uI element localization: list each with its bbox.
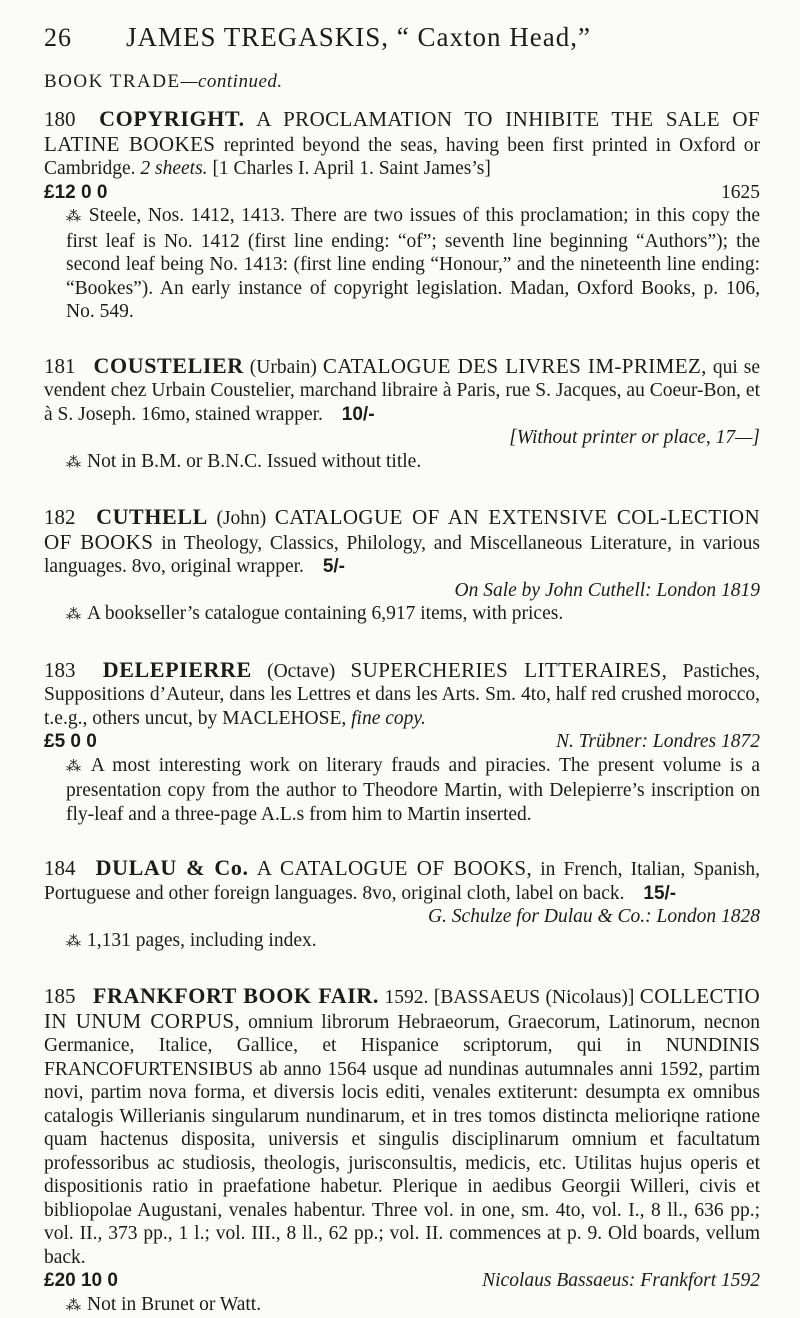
page-header — [44, 22, 760, 53]
entry-heading: COUSTELIER — [94, 353, 244, 378]
entry-description — [44, 354, 760, 427]
entry-price: £12 0 0 — [44, 181, 107, 205]
price-imprint-line — [44, 730, 760, 754]
entry-title: CATALOGUE OF AN EXTENSIVE COL-LECTION OF BOOKS — [44, 505, 760, 554]
entry-title: COLLECTIO IN UNUM CORPUS, — [44, 984, 760, 1033]
entry-author: (Octave) — [267, 661, 335, 682]
entry-condition: fine copy. — [351, 708, 426, 729]
entry-note — [44, 602, 760, 628]
lot-number: 185 — [44, 984, 76, 1008]
entry-body: reprinted beyond the seas, having been first printed in Oxford or Cambridge. — [44, 135, 760, 180]
catalogue-entry — [44, 505, 760, 628]
entry-heading: COPYRIGHT. — [99, 106, 245, 131]
entry-note — [44, 450, 760, 476]
entry-title: A CATALOGUE OF BOOKS, — [257, 856, 532, 880]
lot-number: 181 — [44, 354, 76, 378]
entry-body-smallcaps: NUNDINIS FRANCOFURTENSIBUS — [44, 1035, 760, 1080]
entry-note — [44, 1293, 760, 1318]
entry-title: A PROCLAMATION TO INHIBITE THE SALE OF LATINE BOOKES — [44, 107, 760, 156]
lot-number: 182 — [44, 505, 76, 529]
entry-imprint: N. Trübner: Londres 1872 — [556, 730, 760, 754]
catalogue-entry — [44, 107, 760, 324]
lot-number: 183 — [44, 658, 76, 682]
note-text: Steele, Nos. 1412, 1413. There are two issues of this proclamation; in this copy the first leaf is No. 1412 (first line ending: “of”; seventh line beginning “Authors”); the second leaf being No. 1413: (first line ending “Honour,” and the nineteenth line ending: “Bookes”). An early instance of copyright legislation. Madan, Oxford Books, p. 106, No. 549. — [66, 205, 760, 322]
asterism-icon: ⁂ — [66, 607, 81, 623]
price-imprint-line — [44, 181, 760, 205]
lot-number: 180 — [44, 107, 76, 131]
entry-description — [44, 107, 760, 181]
entry-author: (John) — [216, 508, 266, 529]
entry-body: in Theology, Classics, Philology, and Miscellaneous Literature, in various languages. 8vo, original wrapper. — [44, 533, 760, 578]
running-head: JAMES TREGASKIS, “ Caxton Head,” — [126, 22, 591, 53]
entry-year: 1592. — [384, 987, 428, 1008]
entry-description — [44, 984, 760, 1269]
catalogue-entry — [44, 658, 760, 827]
entry-imprint: 1625 — [721, 181, 760, 205]
entry-price: 5/- — [323, 556, 345, 577]
entry-imprint: [Without printer or place, 17—] — [44, 426, 760, 450]
section-continued: —continued. — [181, 71, 283, 92]
entry-imprint: On Sale by John Cuthell: London 1819 — [44, 579, 760, 603]
entry-heading: CUTHELL — [96, 504, 208, 529]
entry-imprint: G. Schulze for Dulau & Co.: London 1828 — [44, 905, 760, 929]
catalogue-entry — [44, 856, 760, 954]
entry-note — [44, 204, 760, 324]
entry-description — [44, 658, 760, 731]
entry-format: 2 sheets. — [140, 158, 207, 179]
entry-body: in French, Italian, Spanish, Portuguese and other foreign languages. 8vo, original cloth, label on back. — [44, 859, 760, 904]
note-text: A most interesting work on literary frauds and piracies. The present volume is a presentation copy from the author to Theodore Martin, with Delepierre’s inscription on fly-leaf and a three-page A.L.s from him to Martin inserted. — [66, 755, 760, 825]
price-imprint-line — [44, 1269, 760, 1293]
note-text: Not in B.M. or B.N.C. Issued without title. — [87, 451, 421, 472]
lot-number: 184 — [44, 856, 76, 880]
entry-heading: DULAU & Co. — [96, 855, 249, 880]
note-text: Not in Brunet or Watt. — [87, 1294, 261, 1315]
asterism-icon: ⁂ — [66, 1298, 81, 1314]
asterism-icon: ⁂ — [66, 455, 81, 471]
asterism-icon: ⁂ — [66, 934, 81, 950]
entry-price: £5 0 0 — [44, 730, 97, 754]
entry-title: SUPERCHERIES LITTERAIRES, — [351, 658, 668, 682]
entry-note — [44, 754, 760, 827]
note-text: A bookseller’s catalogue containing 6,917 items, with prices. — [87, 603, 563, 624]
entry-author: (Urbain) — [250, 357, 317, 378]
entry-price: 10/- — [342, 404, 375, 425]
entry-note — [44, 929, 760, 955]
entry-imprint: Nicolaus Bassaeus: Frankfort 1592 — [482, 1269, 760, 1293]
entry-binder: MACLEHOSE, — [222, 708, 346, 729]
catalogue-entry — [44, 984, 760, 1318]
entry-body: qui se vendent chez Urbain Coustelier, marchand libraire à Paris, rue S. Jacques, au Coeur-Bon, et à S. Joseph. 16mo, stained wrapper. — [44, 357, 760, 425]
entry-heading: DELEPIERRE — [103, 657, 252, 682]
asterism-icon: ⁂ — [66, 759, 85, 775]
entry-heading: FRANKFORT BOOK FAIR. — [93, 983, 379, 1008]
entry-body-end: ab anno 1564 usque ad nundinas autumnales anni 1592, partim novi, partim nova forma, et diversis locis editi, venales extiterunt: desumpta ex omnibus catalogis Willerianis singularum nundinarum, et in tres tomos distincta melioriqne ratione quam hactenus disposita, universis et singulis disciplinarum omnium et facultatum professoribus ac studiosis, theologis, jurisconsultis, medicis, etc. Utilitas hujus operis et dispositionis ratio in praefatione habetur. Plerique in aedibus Georgii Willeri, civis et bibliopolae Augustani, venales habentur. Three vol. in one, sm. 4to, vol. I., 8 ll., 636 pp.; vol. II., 373 pp., 1 l.; vol. III., 8 ll., 62 pp.; vol. II. commences at p. 9. Old boards, vellum back. — [44, 1059, 760, 1268]
entry-price: £20 10 0 — [44, 1269, 118, 1293]
entry-bracket: [BASSAEUS (Nicolaus)] — [434, 987, 634, 1008]
page-number: 26 — [44, 23, 72, 53]
section-title: BOOK TRADE — [44, 71, 181, 92]
entry-bracket: [1 Charles I. April 1. Saint James’s] — [212, 158, 490, 179]
entry-body: omnium librorum Hebraeorum, Graecorum, Latinorum, necnon Germanice, Italice, Gallice, et Hispanice scriptorum, qui in — [44, 1012, 760, 1057]
entry-price: 15/- — [643, 883, 676, 904]
asterism-icon: ⁂ — [66, 209, 83, 225]
entry-title: CATALOGUE DES LIVRES IM-PRIMEZ, — [323, 354, 707, 378]
catalogue-entry — [44, 354, 760, 476]
section-heading — [44, 71, 760, 93]
entry-description — [44, 505, 760, 579]
entry-body: Pastiches, Suppositions d’Auteur, dans les Lettres et dans les Arts. Sm. 4to, half red crushed morocco, t.e.g., others uncut, by — [44, 661, 760, 729]
entry-description — [44, 856, 760, 905]
note-text: 1,131 pages, including index. — [87, 930, 317, 951]
